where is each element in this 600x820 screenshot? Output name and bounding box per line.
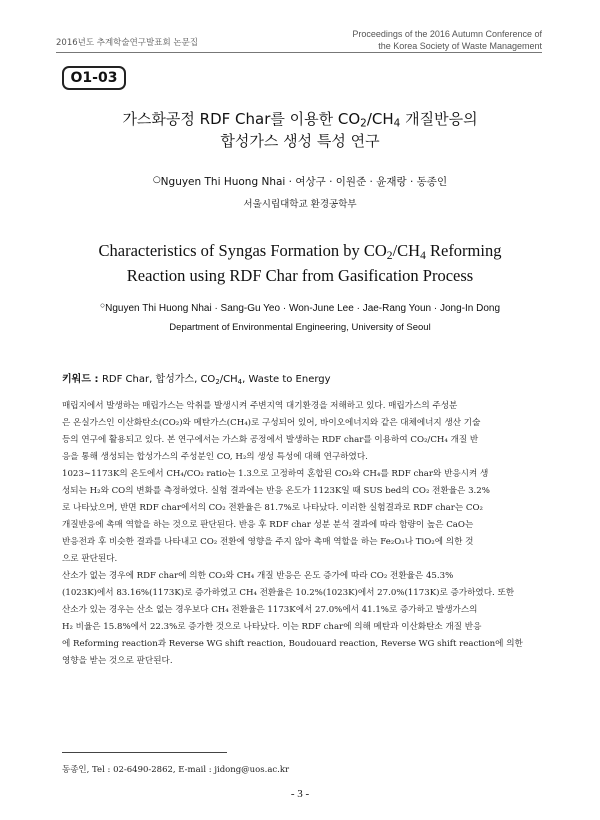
english-affiliation: Department of Environmental Engineering, University of Seoul (169, 322, 431, 333)
body-line: 성되는 H₂와 CO의 변화를 측정하였다. 실험 결과에는 반응 온도가 1123K일 때 SUS bed의 CO₂ 전환율은 3.2% (62, 486, 490, 496)
paper-code-badge: O1-03 (62, 66, 126, 90)
english-title (60, 238, 540, 288)
body-line: 은 온실가스인 이산화탄소(CO₂)와 메탄가스(CH₄)로 구성되어 있어, 바이오에너지와 같은 대체에너지 생산 기술 (62, 418, 481, 428)
body-line: 매립지에서 발생하는 매립가스는 악취를 발생시켜 주변지역 대기환경을 저해하고 있다. 매립가스의 주성분 (62, 401, 458, 411)
english-title-line1: Characteristics of Syngas Formation by $CO_2/CH_4$ Reforming (98, 241, 502, 262)
running-header-right-line2: the Korea Society of Waste Management (378, 41, 542, 51)
body-line: H₂ 비율은 15.8%에서 22.3%로 증가한 것으로 나타났다. 이는 RDF char에 의해 메탄과 이산화탄소 개질 반응 (62, 622, 482, 632)
body-line: 1023∼1173K의 온도에서 CH₄/CO₂ ratio는 1.3으로 고정하여 혼합된 CO₂와 CH₄를 RDF char와 반응시켜 생 (62, 469, 489, 479)
abstract-body (62, 398, 538, 670)
korean-title (60, 108, 540, 152)
presenter-mark: ○ (152, 174, 161, 185)
running-header-left: 2016년도 추계학술연구발표회 논문집 (56, 38, 198, 48)
keywords-label: 키워드 : (62, 374, 102, 385)
footnote-divider (62, 752, 227, 753)
body-line: 에 Reforming reaction과 Reverse WG shift reaction, Boudouard reaction, Reverse WG shift reaction에 의한 (62, 639, 523, 649)
running-header-right-line1: Proceedings of the 2016 Autumn Conference of (352, 29, 542, 39)
korean-authors: ○Nguyen Thi Huong Nhai · 여상구 · 이원준 · 윤재랑 · 동종인 (152, 174, 448, 188)
korean-title-line2: 합성가스 생성 특성 연구 (220, 132, 380, 150)
body-line: 응을 통해 생성되는 합성가스의 주성분인 CO, H₂의 생성 특성에 대해 연구하였다. (62, 452, 368, 462)
body-line: (1023K)에서 83.16%(1173K)로 증가하였고 CH₄ 전환율은 10.2%(1023K)에서 27.0%(1173K)로 증가하였다. 또한 (62, 588, 515, 598)
body-line: 개질반응에 촉매 역할을 하는 것으로 판단된다. 반응 후 RDF char 성분 분석 결과에 따라 함량이 높은 CaO는 (62, 520, 474, 530)
body-line: 산소가 없는 경우에 RDF char에 의한 CO₂와 CH₄ 개질 반응은 온도 증가에 따라 CO₂ 전환율은 45.3% (62, 571, 454, 581)
body-line: 등의 연구에 활용되고 있다. 본 연구에서는 가스화 공정에서 발생하는 RDF char를 이용하여 CO₂/CH₄ 개질 반 (62, 435, 479, 445)
keywords: 키워드 : RDF Char, 합성가스, $CO_2/CH_4$, Waste to Energy (62, 374, 331, 386)
running-header-right (352, 28, 542, 52)
english-title-line2: Reaction using RDF Char from Gasification Process (126, 266, 474, 285)
page-number: - 3 - (290, 788, 310, 800)
korean-title-line1: 가스화공정 RDF Char를 이용한 $CO_2/CH_4$ 개질반응의 (122, 110, 478, 130)
body-line: 으로 판단된다. (62, 554, 118, 564)
korean-affiliation: 서울시립대학교 환경공학부 (243, 199, 357, 210)
body-line: 영향을 받는 것으로 판단된다. (62, 656, 173, 666)
english-authors: ○Nguyen Thi Huong Nhai · Sang-Gu Yeo · Won-June Lee · Jae-Rang Youn · Jong-In Dong (99, 300, 501, 314)
presenter-mark: ○ (99, 300, 106, 310)
header-divider (56, 52, 542, 53)
body-line: 로 나타났으며, 반면 RDF char에서의 CO₂ 전환율은 81.7%로 나타났다. 이러한 실험결과로 RDF char는 CO₂ (62, 503, 483, 513)
body-line: 산소가 있는 경우는 산소 없는 경우보다 CH₄ 전환율은 1173K에서 27.0%에서 41.1%로 증가하고 발생가스의 (62, 605, 478, 615)
body-line: 반응전과 후 비슷한 결과를 나타내고 CO₂ 전환에 영향을 주지 않아 촉매 역할을 하는 Fe₂O₃나 TiO₂에 의한 것 (62, 537, 474, 547)
footnote-contact: 동종인, Tel : 02-6490-2862, E-mail : jidong@uos.ac.kr (62, 765, 290, 775)
